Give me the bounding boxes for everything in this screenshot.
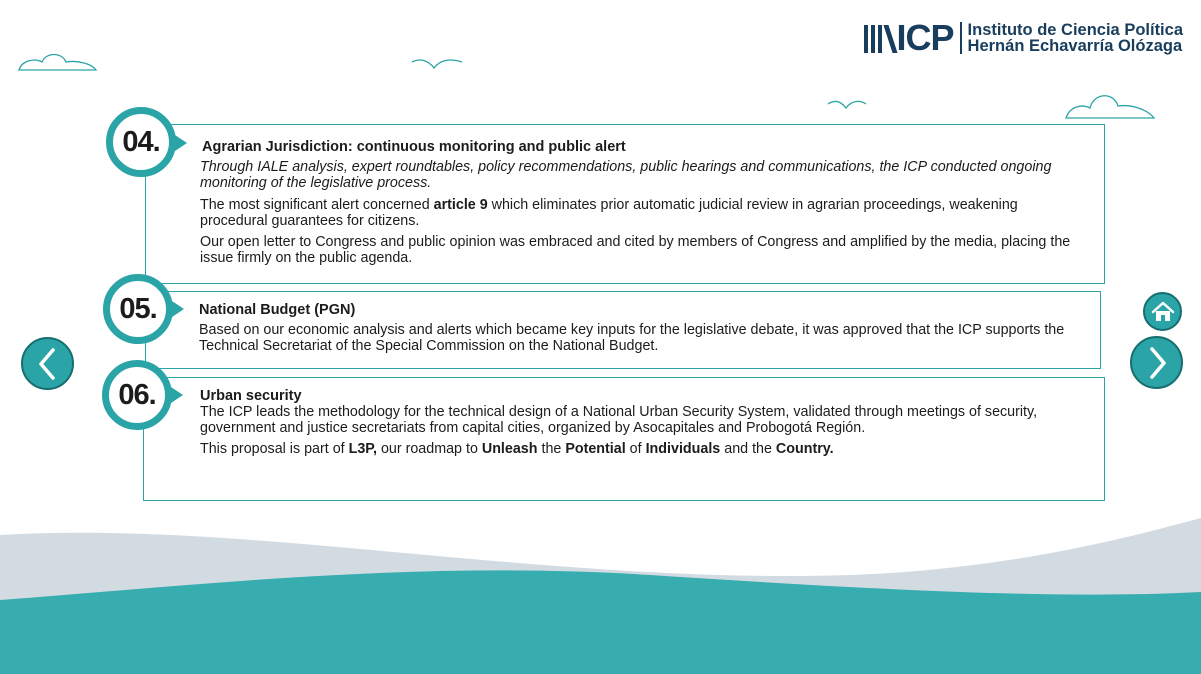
item-title: Agrarian Jurisdiction: continuous monitoring and public alert: [202, 139, 626, 155]
logo-bars-icon: [864, 23, 893, 53]
paragraph-bold: Potential: [565, 441, 626, 457]
icp-logo: [864, 17, 1183, 58]
paragraph-text: of: [625, 441, 646, 457]
logo-line-1: Instituto de Ciencia Política: [967, 21, 1183, 39]
paragraph-text: This proposal is part of: [200, 441, 349, 457]
paragraph-bold: L3P,: [348, 441, 377, 457]
item-number-06: 06.: [102, 360, 172, 430]
next-button[interactable]: [1130, 336, 1183, 389]
logo-text: [968, 22, 1183, 54]
home-button[interactable]: [1143, 292, 1182, 331]
item-paragraph: Based on our economic analysis and alerts which became key inputs for the legislative debate, it was approved that the ICP supports the Technical Secretariat of the Special Commission on the National Budget.: [199, 322, 1065, 354]
previous-button[interactable]: [21, 337, 74, 390]
bird-icon: [412, 60, 866, 108]
paragraph-text: and the: [720, 441, 776, 457]
pointer-arrow-icon: [172, 301, 184, 317]
item-title: Urban security: [200, 388, 302, 404]
paragraph-text: The most significant alert concerned: [200, 197, 434, 213]
cloud-icon: [19, 55, 1154, 119]
paragraph-text: which eliminates prior automatic judicial review in agrarian proceedings, weakening procedural guarantees for citizens.: [200, 197, 1018, 229]
logo-line-2: Hernán Echavarría Olózaga: [967, 37, 1183, 55]
pointer-arrow-icon: [171, 387, 183, 403]
item-number-04: 04.: [106, 107, 176, 177]
paragraph-bold: Individuals: [645, 441, 721, 457]
item-intro: Through IALE analysis, expert roundtables, policy recommendations, public hearings and communications, the ICP conducted ongoing monitoring of the legislative process.: [200, 159, 1052, 191]
item-number-05: 05.: [103, 274, 173, 344]
paragraph-text: our roadmap to: [376, 441, 482, 457]
chevron-right-icon: [1142, 345, 1172, 381]
paragraph-text: the: [537, 441, 566, 457]
item-card-06: [143, 377, 1105, 501]
item-paragraph: Our open letter to Congress and public opinion was embraced and cited by members of Congress and amplified by the media, placing the issue firmly on the public agenda.: [200, 234, 1071, 266]
chevron-left-icon: [33, 346, 63, 382]
item-paragraph: [200, 441, 1074, 457]
item-paragraph: [200, 197, 1074, 229]
item-card-04: [145, 124, 1105, 284]
paragraph-bold: Country.: [775, 441, 834, 457]
item-paragraph: The ICP leads the methodology for the technical design of a National Urban Security System, validated through meetings of security, government and justice secretariats from capital cities, organized by Asocapitales and Probogotá Región.: [200, 404, 1038, 436]
item-card-05: [145, 291, 1101, 369]
logo-divider: [960, 22, 962, 54]
home-icon: [1151, 301, 1175, 323]
logo-mark: ICP: [896, 17, 954, 58]
paragraph-bold: Unleash: [481, 441, 538, 457]
paragraph-bold: article 9: [433, 197, 488, 213]
item-title: National Budget (PGN): [199, 302, 356, 318]
pointer-arrow-icon: [175, 135, 187, 151]
